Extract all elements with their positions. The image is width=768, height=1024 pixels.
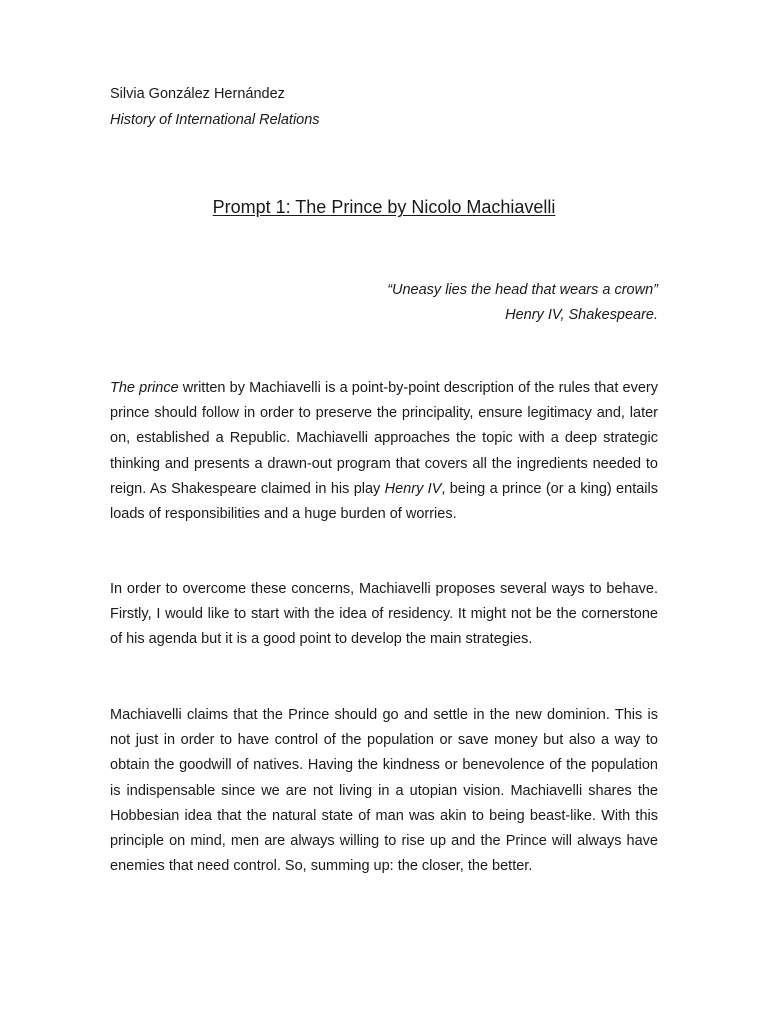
epigraph-quote: “Uneasy lies the head that wears a crown” — [387, 282, 658, 298]
paragraph-1 — [110, 376, 658, 527]
paragraph-1-text-b: , being a prince (or a king) entails loads of responsibilities and a huge burden of worries. — [110, 480, 658, 523]
paragraph-1-italic-title: The prince — [110, 380, 179, 396]
paragraph-3: Machiavelli claims that the Prince should go and settle in the new dominion. This is not just in order to have control of the population or save money but also a way to obtain the goodwill of natives. Having the kindness or benevolence of the population is indispensable since we are not living in a utopian vision. Machiavelli shares the Hobbesian idea that the natural state of man was akin to being beast-like. With this principle on mind, men are always willing to rise up and the Prince will always have enemies that need control. So, summing up: the closer, the better. — [110, 707, 658, 875]
epigraph — [110, 278, 658, 328]
paragraph-2: In order to overcome these concerns, Machiavelli proposes several ways to behave. Firstly, I would like to start with the idea of residency. It might not be the cornerstone of his agenda but it is a good point to develop the main strategies. — [110, 581, 658, 648]
epigraph-attribution: Henry IV, Shakespeare. — [505, 307, 658, 323]
course-name: History of International Relations — [110, 112, 320, 128]
document-title: Prompt 1: The Prince by Nicolo Machiavelli — [212, 197, 556, 217]
author-name: Silvia González Hernández — [110, 86, 285, 102]
paragraph-1-text-a: written by Machiavelli is a point-by-point description of the rules that every prince should follow in order to preserve the principality, ensure legitimacy and, later on, established a Republic. Machiavelli approaches the topic with a deep strategic thinking and presents a drawn-out program that covers all the ingredients needed to reign. As Shakespeare claimed in his play — [110, 380, 659, 497]
paragraph-1-italic-play: Henry IV — [384, 480, 442, 497]
